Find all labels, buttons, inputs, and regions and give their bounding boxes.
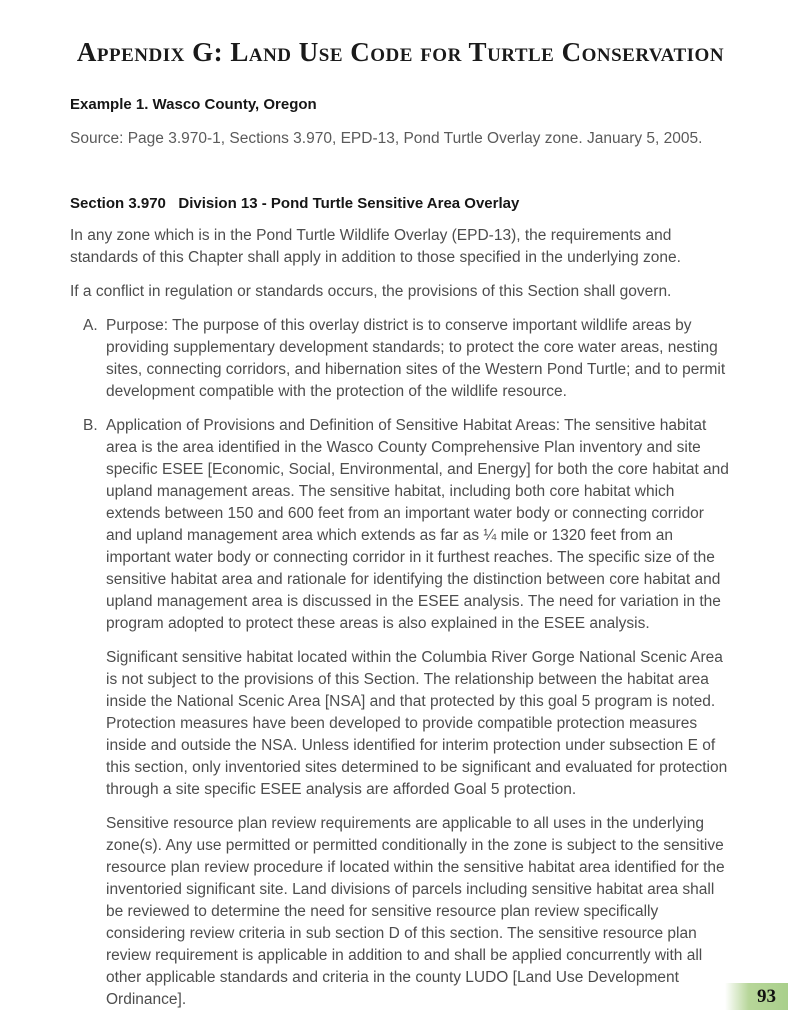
list-item-label: B. xyxy=(83,417,98,434)
list-item-paragraph: Application of Provisions and Definition of Sensitive Habitat Areas: The sensitive habitat area is the area identified in the Wasco County Comprehensive Plan inventory and site specific ESEE [Economic, Social, Environmental, and Energy] for both the core habitat and upland management areas. The sensitive habitat, including both core habitat which extends between 150 and 600 feet from an important water body or connecting corridor and upland management area which extends as far as ¼ mile or 1320 feet from an important water body or connecting corridor in it furthest reaches. The specific size of the sensitive habitat area and rationale for identifying the distinction between core habitat and upland management area is discussed in the ESEE analysis. The need for variation in the program adopted to protect these areas is also explained in the ESEE analysis. xyxy=(106,417,729,632)
list-item-a xyxy=(70,315,731,403)
list-item-paragraph: Sensitive resource plan review requirements are applicable to all uses in the underlying zone(s). Any use permitted or permitted conditionally in the zone is subject to the sensitive resource plan review procedure if located within the sensitive habitat area identified for the inventoried significant site. Land divisions of parcels including sensitive habitat area shall be reviewed to determine the need for sensitive resource plan review specifically considering review criteria in sub section D of this section. The sensitive resource plan review requirement is applicable in addition to and shall be applied concurrently with all other applicable standards and criteria in the county LUDO [Land Use Development Ordinance]. xyxy=(106,815,725,1008)
list-item-body xyxy=(106,415,731,1011)
list-item-body xyxy=(106,315,731,403)
page-number: 93 xyxy=(757,986,776,1007)
source-line: Source: Page 3.970-1, Sections 3.970, EPD-13, Pond Turtle Overlay zone. January 5, 2005. xyxy=(70,130,703,147)
intro-paragraph: If a conflict in regulation or standards occurs, the provisions of this Section shall govern. xyxy=(70,283,672,300)
list-item-b xyxy=(70,415,731,1011)
page-number-box xyxy=(725,983,788,1010)
section-heading: Section 3.970 Division 13 - Pond Turtle Sensitive Area Overlay xyxy=(70,195,520,212)
list-item-label: A. xyxy=(83,317,98,334)
lettered-list xyxy=(70,315,731,1011)
list-item-paragraph: Significant sensitive habitat located within the Columbia River Gorge National Scenic Area is not subject to the provisions of this Section. The relationship between the habitat area inside the National Scenic Area [NSA] and that protected by this goal 5 program is noted. Protection measures have been developed to provide compatible protection measures inside and outside the NSA. Unless identified for interim protection under subsection E of this section, only inventoried sites determined to be significant and evaluated for protection through a site specific ESEE analysis are afforded Goal 5 protection. xyxy=(106,649,728,798)
intro-paragraph: In any zone which is in the Pond Turtle Wildlife Overlay (EPD-13), the requirements and standards of this Chapter shall apply in addition to those specified in the underlying zone. xyxy=(70,227,681,266)
list-item-paragraph: Purpose: The purpose of this overlay district is to conserve important wildlife areas by providing supplementary development standards; to protect the core water areas, nesting sites, connecting corridors, and hibernation sites of the Western Pond Turtle; and to permit development compatible with the protection of the wildlife resource. xyxy=(106,317,726,400)
page-title: Appendix G: Land Use Code for Turtle Conservation xyxy=(76,37,725,67)
example-heading: Example 1. Wasco County, Oregon xyxy=(70,96,317,113)
